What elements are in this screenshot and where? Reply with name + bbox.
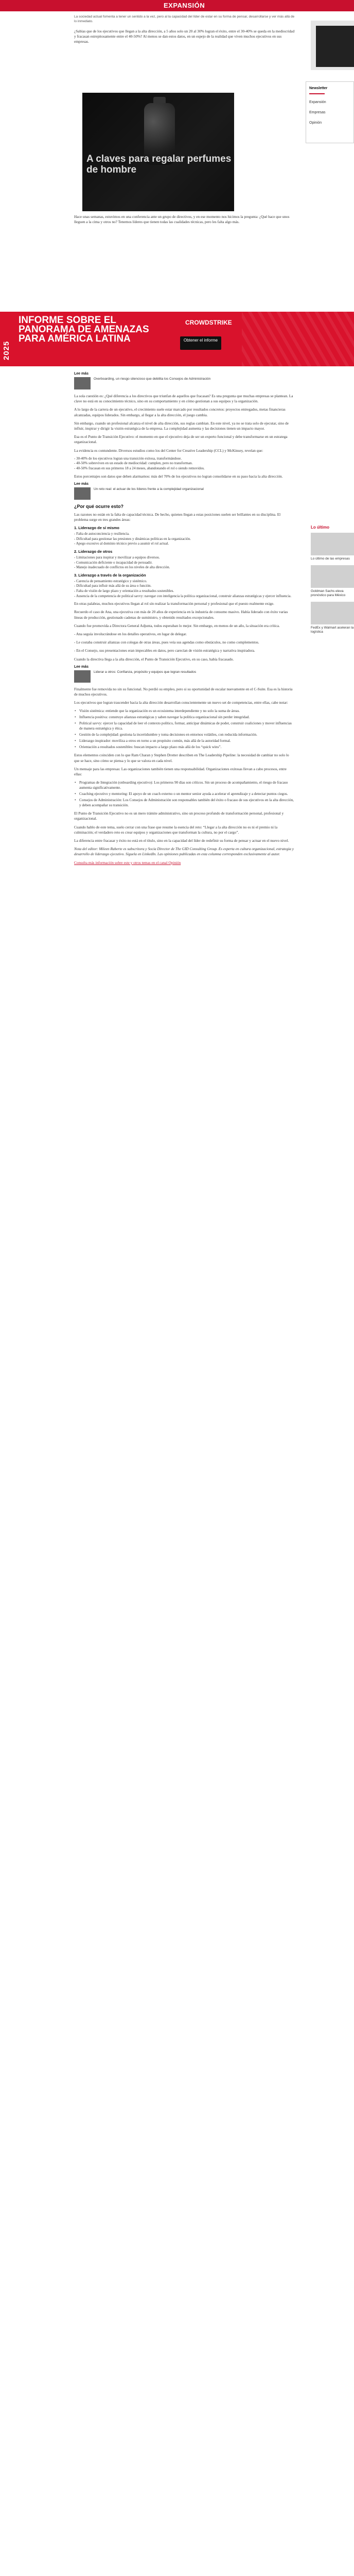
lee-mas-label: Lee más — [74, 372, 89, 376]
banner-button[interactable]: Obtener el informe — [180, 336, 221, 350]
newsletter-item[interactable]: Empresas — [309, 111, 326, 114]
article-body-2 — [74, 214, 295, 228]
banner-brand: CROWDSTRIKE — [185, 319, 232, 326]
perfume-ad[interactable] — [82, 93, 234, 211]
stat-item: - 40-50% fracasan en sus primeros 18 a 24 meses, abandonando el rol o siendo removidos. — [74, 466, 205, 471]
related-article[interactable] — [74, 377, 295, 389]
paragraph: Cuando hablo de este tema, suelo cerrar con una frase que resume la esencia del reto: “Llegar a la alta dirección no es ni el premio ni la culminación; el verdadero reto es crear equipos y organizaciones que transforman la cultura, no por el cargo”. — [74, 824, 278, 835]
paragraph: La sola cuestión es: ¿Qué diferencia a los directivos que triunfan de aquellos que fracasan? Es una pregunta que muchas empresas se plantean. La clave no está en su conocimiento técnico, sino en su comportamiento y en cómo gestionan a sus equipos y la organización. — [74, 394, 293, 404]
latest-image[interactable] — [311, 602, 354, 624]
crowdstrike-banner[interactable] — [0, 312, 354, 366]
latest-image[interactable] — [311, 533, 354, 555]
top-bar — [0, 0, 354, 11]
paragraph: Un mensaje para las empresas: Las organizaciones también tienen una responsabilidad. Organizaciones exitosas llevan a cabo procesos, entre ellas: — [74, 766, 287, 776]
paragraph: Cuando fue promovida a Directora General Adjunta, todos esperaban lo mejor. Sin embargo, en menos de un año, la situación era crítica. — [74, 623, 280, 628]
paragraph: - Le costaba construir alianzas con colegas de otras áreas, pues veía sus agendas como obstáculos, no como complementos. — [74, 640, 259, 645]
site-logo[interactable]: EXPANSIÓN — [164, 2, 205, 9]
list-item: - Apego excesivo al dominio técnico previo a asumir el rol actual. — [74, 541, 169, 546]
subsection-title: 3. Liderazgo a través de la organización — [74, 572, 146, 578]
paragraph: Cuando la directiva llega a la alta dirección, el Punto de Transición Ejecutivo, en su caso, había fracasado. — [74, 656, 234, 662]
related-article[interactable] — [74, 487, 295, 500]
editor-note: Nota del editor: Mileen Raberte es subscritora y Socia Director de The GID Consulting Group. Es experta en cultura organizacional, estrategia y desarrollo de liderazgo ejecutivo. Síguela en LinkedIn. Las opiniones publicadas en esta columna corresponden exclusivamente al autor. — [74, 846, 294, 857]
related-thumb[interactable] — [74, 670, 91, 683]
competency-item: • Orientación a resultados sostenibles: buscan impacto a largo plazo más allá de los “quick wins”. — [74, 744, 295, 750]
paragraph: El Punto de Transición Ejecutivo no es un mero trámite administrativo, sino un proceso profundo de transformación personal, profesional y organizacional. — [74, 811, 284, 821]
newsletter-box — [306, 81, 354, 143]
related-thumb[interactable] — [74, 377, 91, 389]
latest-item[interactable]: Goldman Sachs eleva pronóstico para México — [311, 589, 346, 597]
list-item: - Dificultad para influir más allá de su área o función. — [74, 584, 152, 588]
competency-item: • Political savvy: ejercer la capacidad de leer el contexto político, formar, anticipar dinámicas de poder, construir coaliciones y mover influencias de manera estratégica y ética. — [74, 721, 295, 731]
latest-section — [311, 526, 354, 634]
program-item: • Coaching ejecutivo y mentoring: El apoyo de un coach externo o un mentor senior ayuda a acelerar el aprendizaje y a detectar puntos ciegos. — [74, 791, 295, 796]
list-item: - Carencia de pensamiento estratégico y sistémico. — [74, 579, 147, 583]
competency-item: • Influencia positiva: construye alianzas estratégicas y saben navegar la política organizacional sin perder integridad. — [74, 715, 295, 720]
related-article[interactable] — [74, 670, 295, 683]
paragraph: Estos elementos coinciden con lo que Ram Charan y Stephen Drotter describen en The Leadership Pipeline: la necesidad de cambiar no solo lo que se hace, sino cómo se piensa y lo que se valora en cada nivel. — [74, 753, 289, 763]
paragraph: En otras palabras, muchos ejecutivos llegan al rol sin realizar la transformación personal y profesional que el puesto realmente exige. — [74, 601, 274, 606]
subsection-list — [74, 555, 295, 570]
banner-title: INFORME SOBRE EL PANORAMA DE AMENAZAS PARA AMÉRICA LATINA — [19, 315, 149, 344]
paragraph: Recuerdo el caso de Ana, una ejecutiva con más de 20 años de experiencia en la industria de consumo masivo. Había liderado con éxito varias líneas de producción, gestionado cadenas de suministro, y obtenido resultados excepcionales. — [74, 609, 288, 620]
competency-item: • Liderazgo inspirador: moviliza a otros en torno a un propósito común, más allá de la autoridad formal. — [74, 738, 295, 743]
list-item: - Manejo inadecuado de conflictos en los niveles de alta dirección. — [74, 565, 170, 570]
latest-item[interactable]: FedEx y Walmart aceleran la logística — [311, 626, 354, 634]
paragraph: La evidencia es contundente. Diversos estudios como los del Center for Creative Leadership (CCL) y McKinsey, revelan que: — [74, 448, 263, 453]
opinion-link[interactable]: Consulta más información sobre este y otros temas en el canal Opinión — [74, 860, 181, 865]
competency-item: • Gestión de la complejidad: gestiona la incertidumbre y toma decisiones en entornos volátiles, con reducida información. — [74, 732, 295, 737]
paragraph: - En el Consejo, sus presentaciones eran impecables en datos, pero carecían de visión estratégica y narrativa inspiradora. — [74, 648, 255, 653]
stat-item: - 30-40% de los ejecutivos logran una transición exitosa, transformándose. — [74, 456, 182, 461]
newsletter-item[interactable]: Opinión — [309, 121, 322, 125]
subsection-list — [74, 579, 295, 599]
article-body — [74, 11, 295, 48]
newsletter-title: Newsletter — [309, 87, 328, 90]
stat-item: - 40-50% sobreviven en un estado de mediocridad: cumplen, pero no transforman. — [74, 461, 193, 466]
paragraph: Los ejecutivos que logran trascender hacia la alta dirección desarrollan conscientemente un nuevo set de competencias, entre ellas, cabe notar: — [74, 700, 288, 705]
paragraph: Sin embargo, cuando un profesional alcanza el nivel de alta dirección, sus reglas cambian. En este nivel, ya no se trata solo de ejecutar, sino de influir, inspirar y dirigir la visión estratégica de la empresa. La complejidad aumenta y las decisiones tienen un impacto mayor. — [74, 420, 289, 431]
paragraph: Las razones no están en la falta de capacidad técnica. De hecho, quienes llegan a estas posiciones suelen ser brillantes en su disciplina. El problema surge en tres grandes áreas: — [74, 512, 281, 522]
list-item: - Ausencia de la competencia de political savvy: navegar con inteligencia la política organizacional, construir alianzas estratégicas y ejercer influencia. — [74, 594, 292, 598]
programs-list — [74, 780, 295, 808]
subsection-list — [74, 532, 295, 547]
paragraph: La diferencia entre fracasar y éxito no está en el título, sino en la capacidad del líder de redefinir su forma de pensar y actuar en el nuevo nivel. — [74, 838, 289, 843]
paragraph: Hace unas semanas, estuvimos en una conferencia ante un grupo de directivos, y en ese momento nos hicimos la pregunta: ¿Qué hace que unos lleguen a la cima y otros no? Tenemos líderes que tienen todas las cualidades técnicas, pero les falta algo más. — [74, 214, 290, 225]
paragraph: ¿Sabías que de los ejecutivos que llegan a la alta dirección, a 5 años solo un 20 al 30% logran el éxito, entre el 30-40% se queda en la mediocridad y fracasan estrepitosamente entre el 40-50%? Al menos se dan estos datos, en un espejo de la realidad que viven muchos ejecutivos en sus empresas. — [74, 29, 295, 44]
paragraph: - Ana seguía involucrándose en los detalles operativos, en lugar de delegar. — [74, 631, 187, 636]
latest-item[interactable]: Lo último de las empresas — [311, 557, 350, 561]
paragraph: Esa es el Punto de Transición Ejecutivo: el momento en que el ejecutivo deja de ser un experto funcional y debe transformarse en un estratega organizacional. — [74, 434, 288, 445]
intro-caption: La sociedad actual fomenta a tener un sentido a la vez, pero al la capacidad del líder de estar en su forma de pensar, desarrollarse y ver más allá de lo inmediato. — [74, 15, 295, 23]
competencies-list — [74, 708, 295, 750]
paragraph: A lo largo de la carrera de un ejecutivo, el crecimiento suele estar marcado por resultados concretos: proyectos entregados, metas financieras alcanzadas, equipos liderados. Sin embargo, al llegar a la alta dirección, el juego cambia. — [74, 407, 286, 417]
banner-year: 2025 — [2, 341, 11, 360]
list-item: - Falta de autoconciencia y resiliencia. — [74, 532, 130, 536]
related-title[interactable]: Un reto real: el actuar de los líderes frente a la complejidad organizacional — [94, 487, 204, 491]
program-item: • Programas de Integración (onboarding ejecutivo): Los primeros 90 días son críticos. Sin un proceso de acompañamiento, el riesgo de fracaso aumenta significativamente. — [74, 780, 295, 790]
related-title[interactable]: Liderar a otros: Confianza, propósito y equipos que logran resultados — [94, 670, 197, 674]
right-ad[interactable] — [311, 21, 354, 70]
list-item: - Falta de visión de largo plazo y orientación a resultados sostenibles. — [74, 588, 174, 593]
latest-image[interactable] — [311, 565, 354, 588]
section-heading: ¿Por qué ocurre esto? — [74, 503, 124, 509]
subsection-title: 1. Liderazgo de sí mismo — [74, 526, 119, 531]
latest-title: Lo último — [311, 525, 329, 530]
competency-item: • Visión sistémica: entiende que la organización es un ecosistema interdependiente y no solo la suma de áreas. — [74, 708, 295, 714]
ad-headline: A claves para regalar perfumes de hombre — [86, 154, 232, 175]
program-item: • Consejos de Administración: Los Consejos de Administración son responsables también del éxito o fracaso de sus ejecutivos en la alta dirección, y deben acompañar su transición. — [74, 798, 295, 808]
paragraph: Estos porcentajes son datos que deben alarmarnos: más del 70% de los ejecutivos no logran consolidarse en su paso hacia la alta dirección. — [74, 473, 283, 479]
stats-list — [74, 456, 295, 471]
list-item: - Dificultad para gestionar las presiones y dinámicas políticas en la organización. — [74, 536, 191, 541]
newsletter-item[interactable]: Expansión — [309, 100, 326, 104]
related-title[interactable]: Overboarding, un riesgo silencioso que debilita los Consejos de Administración — [94, 377, 211, 381]
lee-mas-label: Lee más — [74, 665, 89, 669]
subsection-title: 2. Liderazgo de otros — [74, 549, 113, 554]
related-thumb[interactable] — [74, 487, 91, 500]
article-body-3 — [74, 369, 295, 869]
list-item: - Comunicación deficiente o incapacidad de persuadir. — [74, 560, 153, 565]
lee-mas-label: Lee más — [74, 482, 89, 486]
list-item: - Limitaciones para inspirar y movilizar a equipos diversos. — [74, 555, 160, 560]
paragraph: Finalmente fue removida no sin su funcional. No perdió su empleo, pero si su oportunidad de escalar nuevamente en el C-Suite. Esa es la historia de muchos ejecutivos. — [74, 686, 293, 697]
